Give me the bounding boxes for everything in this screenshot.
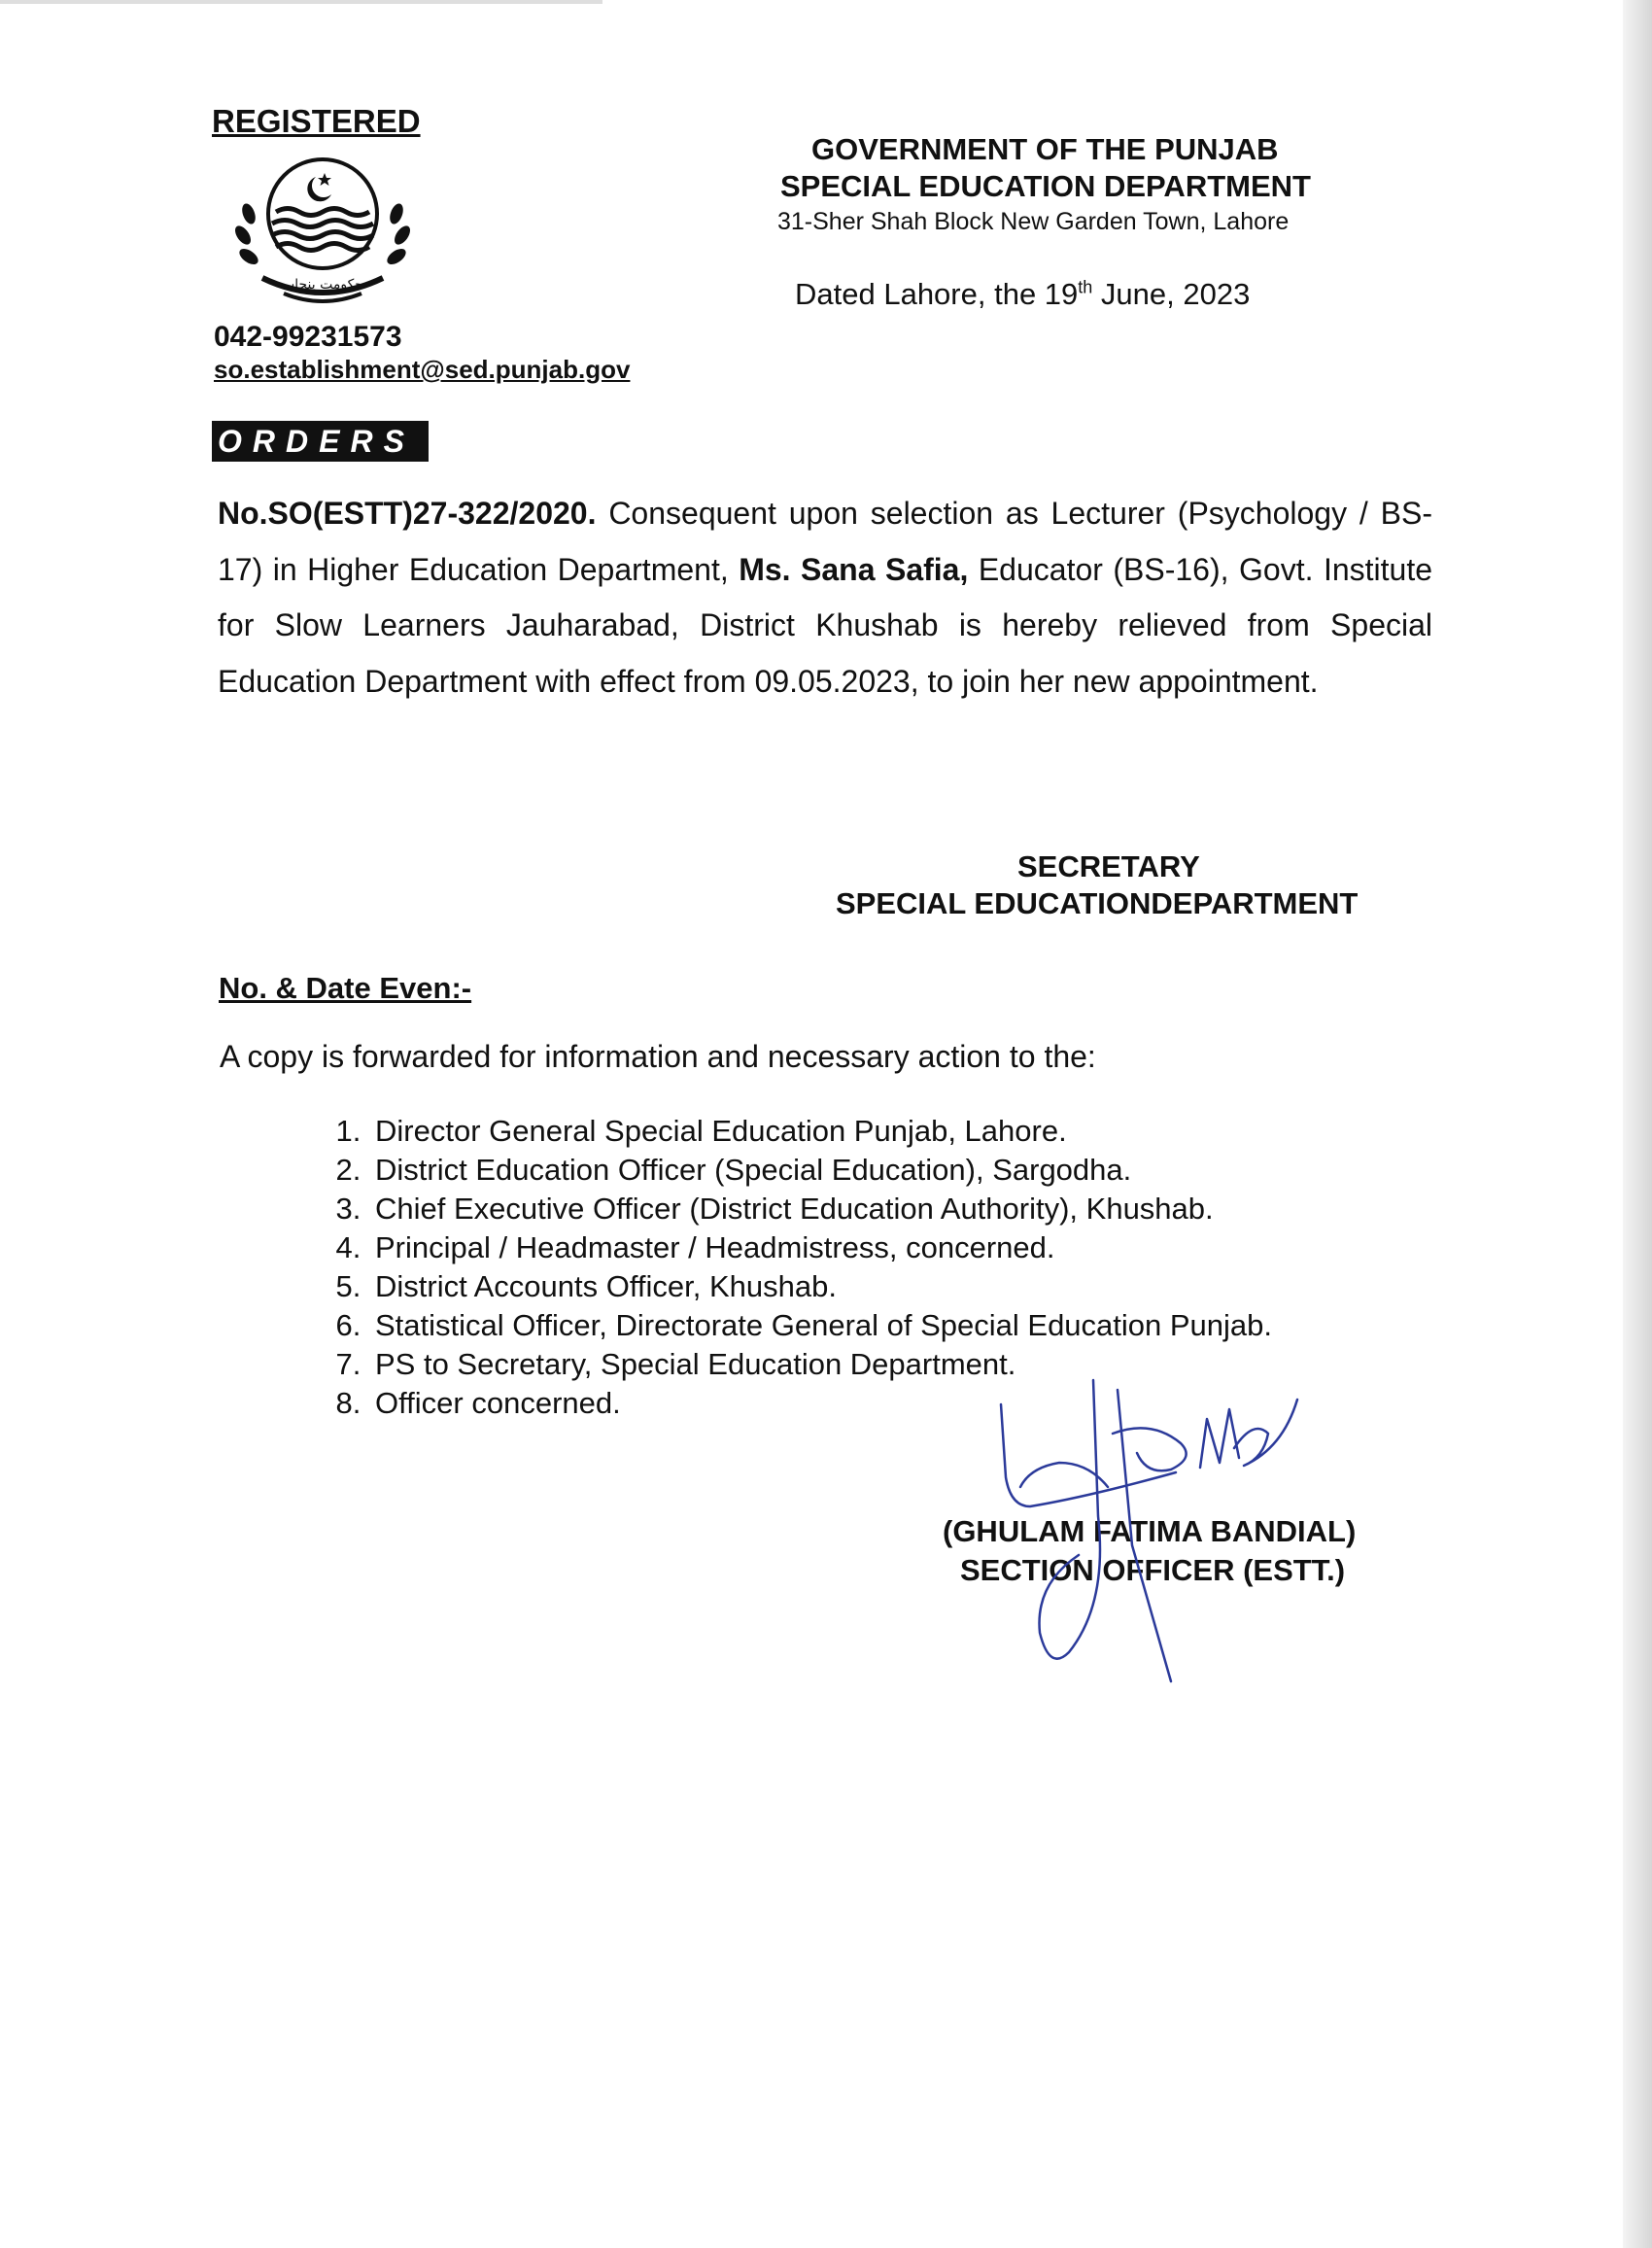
order-paragraph: No.SO(ESTT)27-322/2020. Consequent upon selection as Lecturer (Psychology / BS-17) in Higher Education Department, Ms. Sana Safia, Educator (BS-16), Govt. Institute for Slow Learners Jauharabad, District Khushab is hereby relieved from Special Education Department with effect from 09.05.2023, to join her new appointment. (218, 496, 1433, 699)
date-line: Dated Lahore, the 19th June, 2023 (795, 277, 1251, 311)
list-item: 5. District Accounts Officer, Khushab. (369, 1267, 1272, 1306)
list-item: 6. Statistical Officer, Directorate General of Special Education Punjab. (369, 1306, 1272, 1345)
government-heading: GOVERNMENT OF THE PUNJAB (811, 132, 1279, 166)
department-heading: SPECIAL EDUCATION DEPARTMENT (780, 169, 1311, 203)
distribution-heading: No. & Date Even:- (219, 971, 472, 1005)
order-number: No.SO(ESTT)27-322/2020. (218, 496, 597, 531)
signatory-name: (GHULAM FATIMA BANDIAL) (943, 1514, 1357, 1548)
order-person-name: Ms. Sana Safia, (739, 551, 969, 587)
email-address: so.establishment@sed.punjab.gov (214, 355, 631, 384)
punjab-government-logo (216, 156, 430, 311)
scan-edge-right (1623, 0, 1652, 2248)
issuer-title: SECRETARY (1017, 849, 1200, 883)
issuer-department: SPECIAL EDUCATIONDEPARTMENT (836, 886, 1359, 920)
registered-label: REGISTERED (212, 103, 421, 139)
list-item: 2. District Education Officer (Special Education), Sargodha. (369, 1151, 1272, 1190)
department-address: 31-Sher Shah Block New Garden Town, Lahore (777, 208, 1290, 235)
list-item: 3. Chief Executive Officer (District Education Authority), Khushab. (369, 1190, 1272, 1228)
list-item: 1. Director General Special Education Punjab, Lahore. (369, 1112, 1272, 1151)
signatory-designation: SECTION OFFICER (ESTT.) (960, 1553, 1346, 1587)
handwritten-signature (972, 1361, 1322, 1701)
logo-urdu-text: حکومت پنجاب (282, 277, 363, 293)
list-item: 8. Officer concerned. (369, 1384, 1272, 1423)
scan-edge-top (0, 0, 602, 4)
list-item: 7. PS to Secretary, Special Education Department. (369, 1345, 1272, 1384)
orders-label: ORDERS (212, 421, 429, 462)
list-item: 4. Principal / Headmaster / Headmistress, concerned. (369, 1228, 1272, 1267)
distribution-intro: A copy is forwarded for information and necessary action to the: (220, 1039, 1096, 1074)
phone-number: 042-99231573 (214, 321, 402, 353)
